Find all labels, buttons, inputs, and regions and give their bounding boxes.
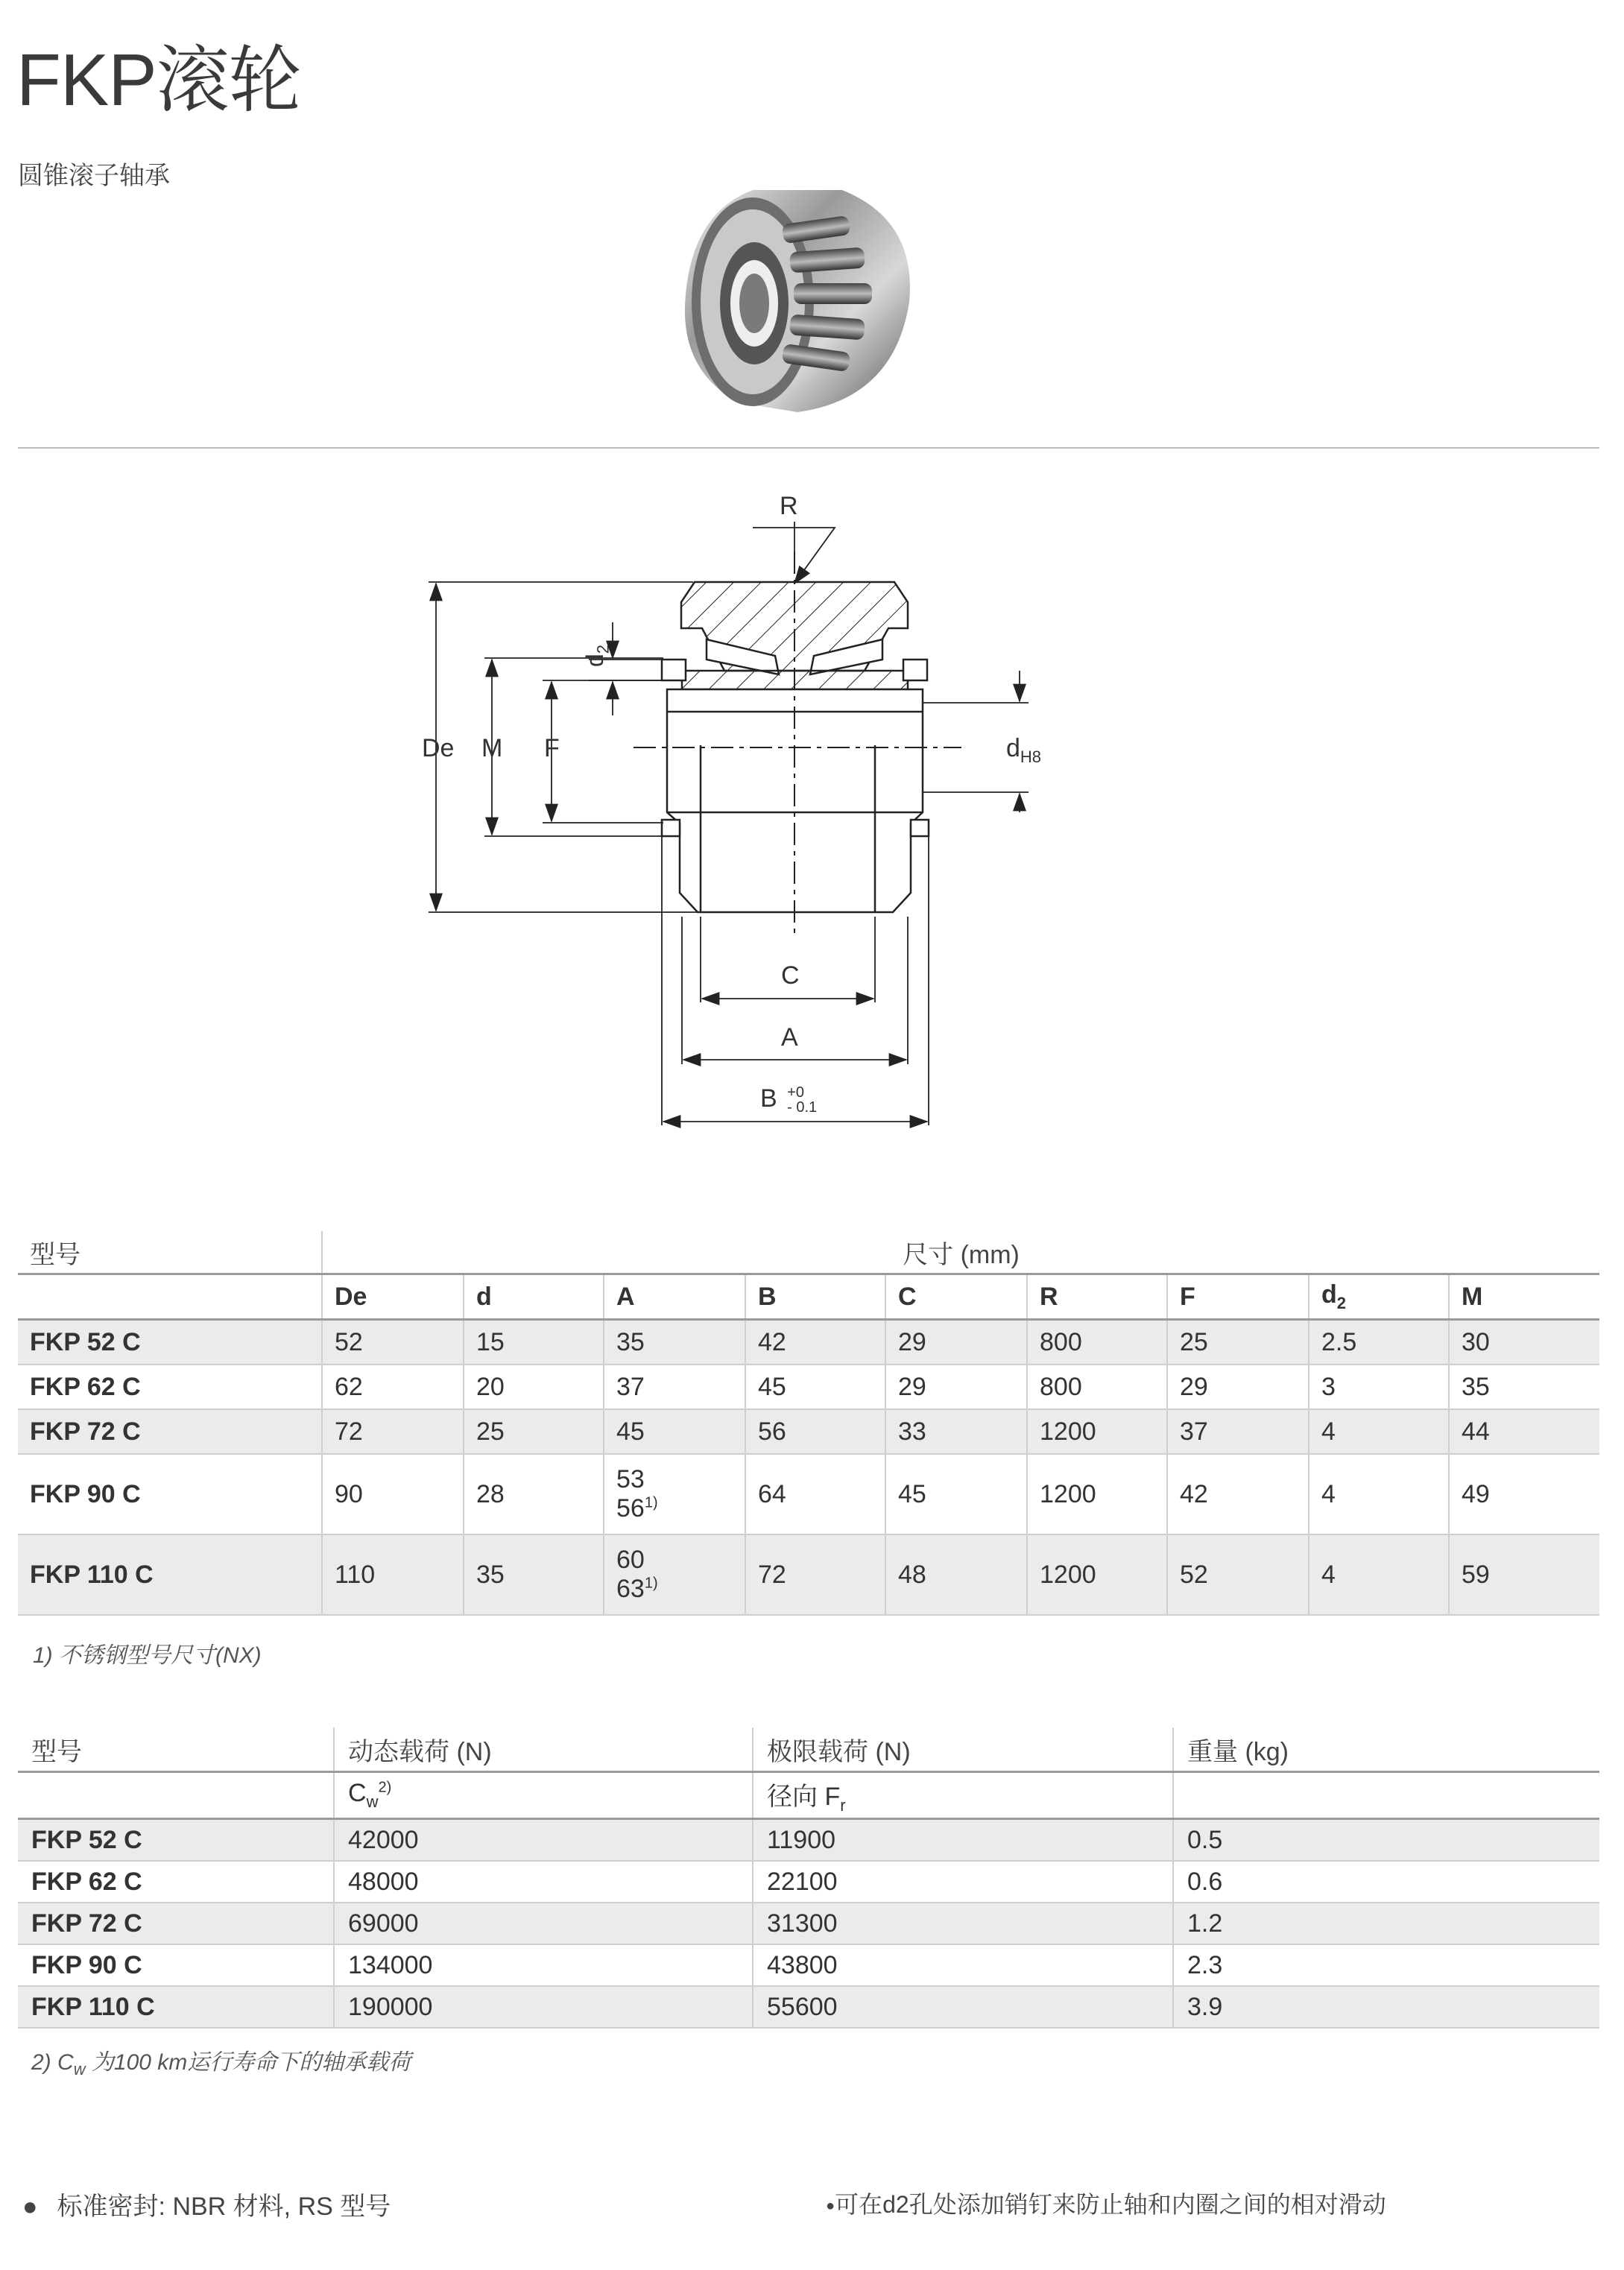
cell-a-stainless: 56 bbox=[616, 1494, 645, 1523]
size-group-header: 尺寸 (mm) bbox=[322, 1231, 1599, 1274]
label-b bbox=[760, 1084, 817, 1115]
load-cell-cw: 42000 bbox=[334, 1819, 753, 1862]
cell-m: 35 bbox=[1449, 1365, 1599, 1409]
load-cell-weight: 3.9 bbox=[1173, 1986, 1599, 2028]
label-b-base: B bbox=[760, 1084, 777, 1113]
label-d2 bbox=[581, 645, 613, 667]
cell-m: 49 bbox=[1449, 1454, 1599, 1534]
table-row bbox=[18, 1320, 1599, 1365]
load-cell-model: FKP 52 C bbox=[18, 1819, 334, 1862]
page-title: FKP滚轮 bbox=[16, 39, 301, 121]
page-subtitle: 圆锥滚子轴承 bbox=[18, 162, 170, 190]
cell-model: FKP 62 C bbox=[18, 1365, 322, 1409]
cell-d2: 3 bbox=[1309, 1365, 1449, 1409]
table-row bbox=[18, 1903, 1599, 1944]
fr-label: 径向 F bbox=[767, 1782, 841, 1811]
cw-sup: 2) bbox=[378, 1779, 392, 1796]
label-f: F bbox=[544, 734, 560, 762]
limit-load-header: 极限载荷 (N) bbox=[753, 1727, 1173, 1772]
label-b-tol-up: +0 bbox=[787, 1084, 804, 1101]
cell-f: 25 bbox=[1167, 1320, 1309, 1365]
col-m: M bbox=[1449, 1274, 1599, 1320]
load-cell-weight: 1.2 bbox=[1173, 1903, 1599, 1944]
col-d2-sub: 2 bbox=[1336, 1293, 1347, 1312]
label-dh8-base: d bbox=[1006, 734, 1020, 762]
cell-b: 72 bbox=[745, 1534, 885, 1615]
col-d2 bbox=[1309, 1274, 1449, 1320]
loads-footnote-pre: 2) C bbox=[31, 2050, 74, 2075]
cell-f: 52 bbox=[1167, 1534, 1309, 1615]
cell-model: FKP 90 C bbox=[18, 1454, 322, 1534]
cell-d: 35 bbox=[464, 1534, 604, 1615]
load-cell-weight: 0.6 bbox=[1173, 1861, 1599, 1903]
bullet-seal bbox=[22, 2186, 391, 2222]
label-dh8 bbox=[1006, 734, 1041, 767]
cell-b: 56 bbox=[745, 1409, 885, 1454]
cell-a: 45 bbox=[604, 1409, 745, 1454]
cell-r: 800 bbox=[1027, 1320, 1167, 1365]
table-row bbox=[18, 1819, 1599, 1862]
cell-d2: 4 bbox=[1309, 1534, 1449, 1615]
cell-b: 45 bbox=[745, 1365, 885, 1409]
cell-d: 20 bbox=[464, 1365, 604, 1409]
fr-header bbox=[753, 1772, 1173, 1819]
cell-c: 33 bbox=[885, 1409, 1027, 1454]
cell-de: 52 bbox=[322, 1320, 464, 1365]
col-d2-base: d bbox=[1321, 1280, 1337, 1309]
cell-de: 72 bbox=[322, 1409, 464, 1454]
table-row bbox=[18, 1534, 1599, 1615]
table-row bbox=[18, 1365, 1599, 1409]
loads-footnote-sub: w bbox=[73, 2060, 86, 2078]
cell-d: 28 bbox=[464, 1454, 604, 1534]
col-de: De bbox=[322, 1274, 464, 1320]
cell-a bbox=[604, 1454, 745, 1534]
load-cell-fr: 22100 bbox=[753, 1861, 1173, 1903]
load-cell-weight: 2.3 bbox=[1173, 1944, 1599, 1986]
load-cell-cw: 190000 bbox=[334, 1986, 753, 2028]
table-row bbox=[18, 1409, 1599, 1454]
load-cell-fr: 31300 bbox=[753, 1903, 1173, 1944]
label-d2-base: d bbox=[581, 654, 608, 667]
footnote-mark: 1) bbox=[644, 1575, 658, 1592]
cell-b: 64 bbox=[745, 1454, 885, 1534]
cell-m: 59 bbox=[1449, 1534, 1599, 1615]
cell-b: 42 bbox=[745, 1320, 885, 1365]
cell-d2: 4 bbox=[1309, 1454, 1449, 1534]
cell-d: 25 bbox=[464, 1409, 604, 1454]
load-cell-model: FKP 90 C bbox=[18, 1944, 334, 1986]
cell-model: FKP 110 C bbox=[18, 1534, 322, 1615]
cell-a-value: 60 bbox=[616, 1546, 645, 1574]
header-blank bbox=[18, 1274, 322, 1320]
load-cell-model: FKP 110 C bbox=[18, 1986, 334, 2028]
cell-r: 1200 bbox=[1027, 1534, 1167, 1615]
col-a: A bbox=[604, 1274, 745, 1320]
cell-d: 15 bbox=[464, 1320, 604, 1365]
load-cell-model: FKP 72 C bbox=[18, 1903, 334, 1944]
dynamic-load-header: 动态载荷 (N) bbox=[334, 1727, 753, 1772]
cw-base: C bbox=[348, 1779, 367, 1808]
cell-a: 37 bbox=[604, 1365, 745, 1409]
cell-m: 30 bbox=[1449, 1320, 1599, 1365]
loads-footnote bbox=[31, 2043, 411, 2079]
bullet-pin bbox=[826, 2186, 1386, 2220]
cell-model: FKP 72 C bbox=[18, 1409, 322, 1454]
col-b: B bbox=[745, 1274, 885, 1320]
col-f: F bbox=[1167, 1274, 1309, 1320]
load-cell-fr: 43800 bbox=[753, 1944, 1173, 1986]
cell-r: 1200 bbox=[1027, 1454, 1167, 1534]
cell-f: 42 bbox=[1167, 1454, 1309, 1534]
cell-c: 48 bbox=[885, 1534, 1027, 1615]
dimensions-table bbox=[18, 1231, 1599, 1616]
bullet-pin-text: 可在d2孔处添加销钉来防止轴和内圈之间的相对滑动 bbox=[835, 2191, 1386, 2218]
cell-f: 29 bbox=[1167, 1365, 1309, 1409]
label-d2-sub: 2 bbox=[593, 644, 613, 654]
cell-model: FKP 52 C bbox=[18, 1320, 322, 1365]
cell-a-stainless: 63 bbox=[616, 1575, 645, 1603]
model-header: 型号 bbox=[18, 1231, 322, 1274]
cw-header bbox=[334, 1772, 753, 1819]
load-cell-fr: 11900 bbox=[753, 1819, 1173, 1862]
cell-a-value: 53 bbox=[616, 1465, 645, 1493]
label-m: M bbox=[481, 734, 503, 762]
cell-de: 90 bbox=[322, 1454, 464, 1534]
cell-r: 800 bbox=[1027, 1365, 1167, 1409]
cell-c: 29 bbox=[885, 1365, 1027, 1409]
label-de: De bbox=[422, 734, 455, 762]
table-row bbox=[18, 1944, 1599, 1986]
cell-a bbox=[604, 1534, 745, 1615]
cell-c: 29 bbox=[885, 1320, 1027, 1365]
load-model-header: 型号 bbox=[18, 1727, 334, 1772]
col-d: d bbox=[464, 1274, 604, 1320]
table-row bbox=[18, 1986, 1599, 2028]
load-cell-cw: 134000 bbox=[334, 1944, 753, 1986]
load-header-blank bbox=[18, 1772, 334, 1819]
dimensions-footnote: 1) 不锈钢型号尺寸(NX) bbox=[33, 1643, 262, 1668]
cell-a: 35 bbox=[604, 1320, 745, 1365]
label-b-tol-down: - 0.1 bbox=[787, 1099, 818, 1116]
label-r: R bbox=[780, 492, 798, 520]
load-cell-weight: 0.5 bbox=[1173, 1819, 1599, 1862]
table-row bbox=[18, 1861, 1599, 1903]
cell-r: 1200 bbox=[1027, 1409, 1167, 1454]
load-cell-model: FKP 62 C bbox=[18, 1861, 334, 1903]
cw-sub: w bbox=[366, 1792, 379, 1811]
bullet-dot-icon: ● bbox=[826, 2198, 835, 2215]
footnote-mark: 1) bbox=[644, 1494, 658, 1511]
bullet-dot-icon: ● bbox=[22, 2192, 38, 2221]
loads-footnote-post: 为100 km运行寿命下的轴承载荷 bbox=[85, 2050, 411, 2075]
label-a: A bbox=[781, 1023, 798, 1052]
cell-de: 62 bbox=[322, 1365, 464, 1409]
col-r: R bbox=[1027, 1274, 1167, 1320]
load-cell-cw: 48000 bbox=[334, 1861, 753, 1903]
col-c: C bbox=[885, 1274, 1027, 1320]
cell-m: 44 bbox=[1449, 1409, 1599, 1454]
load-cell-cw: 69000 bbox=[334, 1903, 753, 1944]
load-cell-fr: 55600 bbox=[753, 1986, 1173, 2028]
cell-c: 45 bbox=[885, 1454, 1027, 1534]
table-row bbox=[18, 1454, 1599, 1534]
weight-header: 重量 (kg) bbox=[1173, 1727, 1599, 1772]
cell-d2: 4 bbox=[1309, 1409, 1449, 1454]
cell-d2: 2.5 bbox=[1309, 1320, 1449, 1365]
fr-sub: r bbox=[840, 1795, 846, 1815]
label-dh8-sub: H8 bbox=[1020, 747, 1042, 766]
label-c: C bbox=[781, 961, 800, 990]
loads-table bbox=[18, 1727, 1599, 2029]
weight-subheader bbox=[1173, 1772, 1599, 1819]
cell-f: 37 bbox=[1167, 1409, 1309, 1454]
bullet-seal-text: 标准密封: NBR 材料, RS 型号 bbox=[57, 2192, 391, 2221]
cell-de: 110 bbox=[322, 1534, 464, 1615]
